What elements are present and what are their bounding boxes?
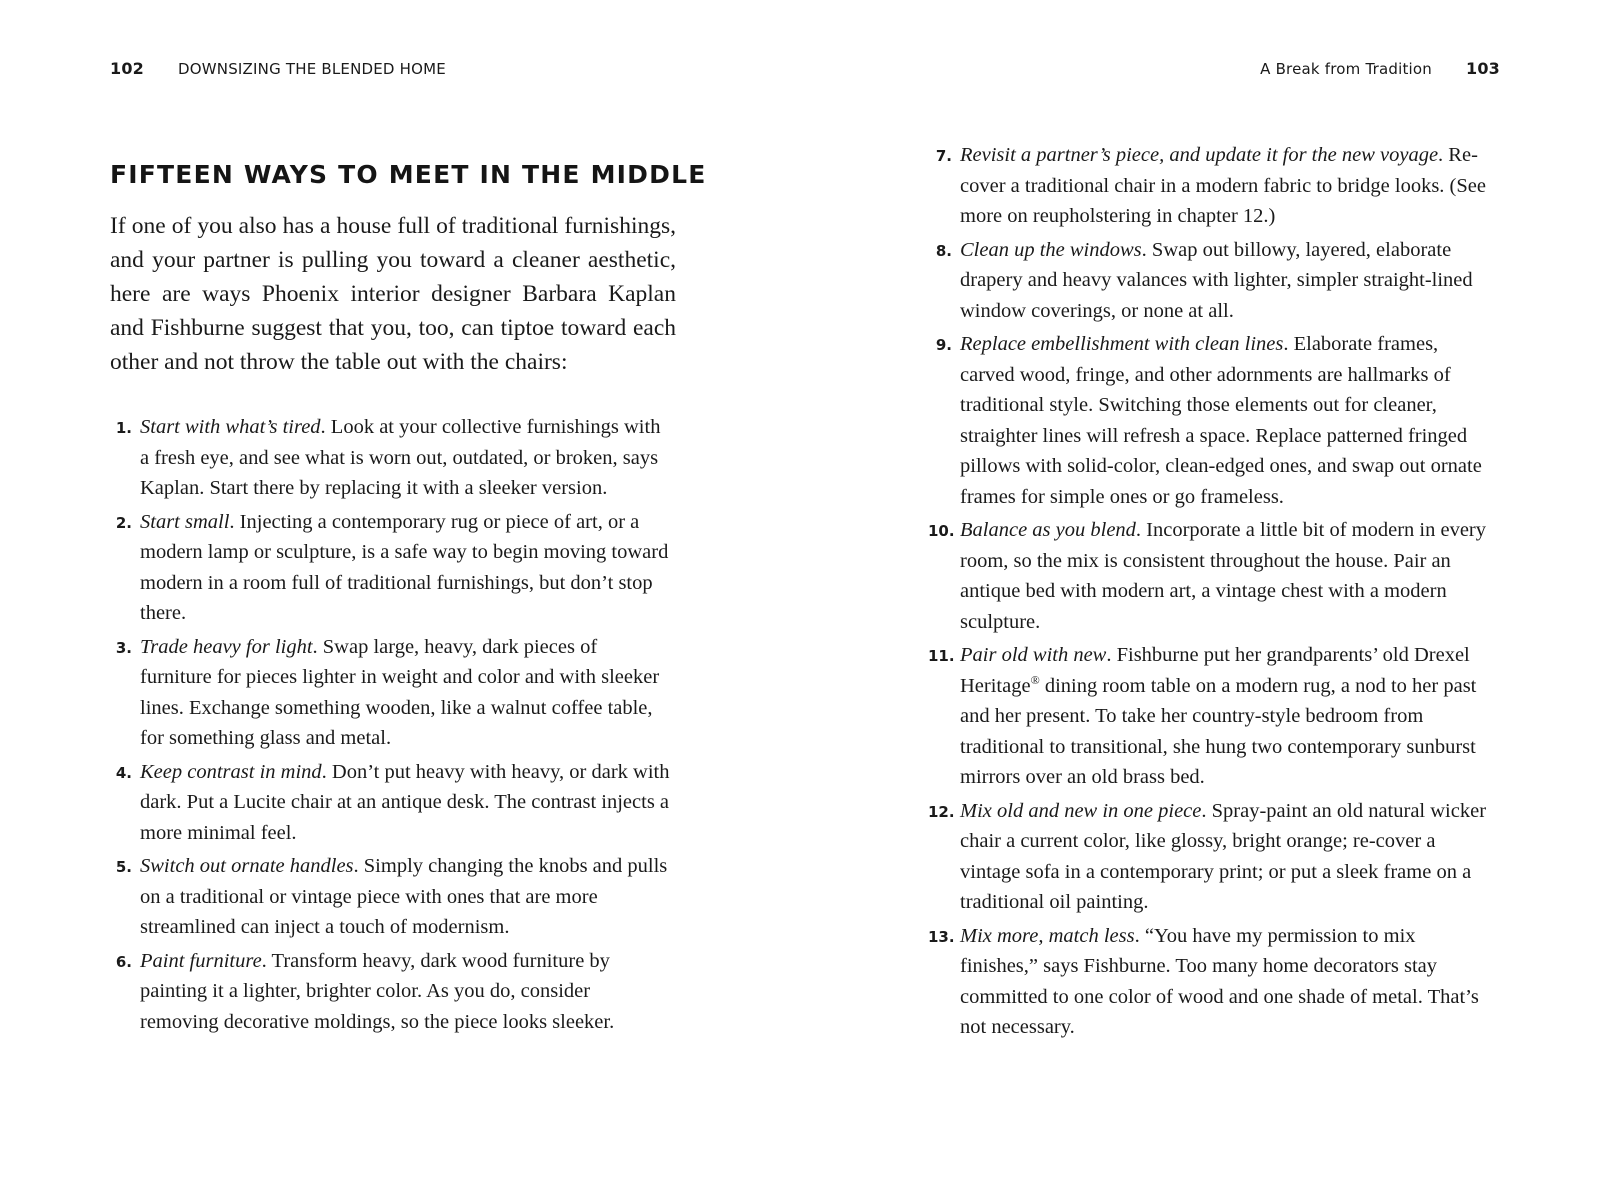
item-body: . Look at your collective furnishings with a fresh eye, and see what is worn out, outdated, or broken, says Kaplan. Start there by replacing it with a sleeker version.: [140, 416, 661, 499]
intro-paragraph: If one of you also has a house full of traditional furnishings, and your partner is pulling you toward a cleaner aesthetic, here are ways Phoenix interior designer Barbara Kaplan and Fishburne suggest that you, too, can tiptoe toward each other and not throw the table out with the chairs:: [110, 213, 676, 375]
item-body: . Don’t put heavy with heavy, or dark with dark. Put a Lucite chair at an antique desk. The contrast injects a more minimal feel.: [140, 760, 670, 844]
list-item: [928, 640, 1488, 793]
item-body: . Elaborate frames, carved wood, fringe, and other adornments are hallmarks of traditional style. Switching those elements out for cleaner, straighter lines will refresh a space. Replace patterned fringed pillows with solid-color, clean-edged ones, and swap out ornate frames for simple ones or go frameless.: [960, 333, 1482, 508]
item-number: 4.: [115, 763, 132, 782]
tips-list-right: [928, 140, 1488, 1046]
item-body: . Spray-paint an old natural wicker chair a current color, like glossy, bright orange; re-cover a vintage sofa in a contemporary print; or put a sleek frame on a traditional oil painting.: [960, 799, 1487, 913]
list-item: [110, 507, 670, 629]
right-page: [800, 0, 1600, 1200]
item-body: . Re-cover a traditional chair in a modern fabric to bridge looks. (See more on reupholstering in chapter 12.): [960, 144, 1486, 227]
item-lead: Trade heavy for light: [140, 635, 313, 658]
item-number: 5.: [115, 858, 132, 876]
item-lead: Start with what’s tired: [140, 416, 321, 438]
item-body-continued: dining room table on a modern rug, a nod to her past and her present. To take her country-style bedroom from traditional to transitional, she hung two contemporary sunburst mirrors over an old brass bed.: [960, 674, 1477, 788]
list-item: [928, 329, 1488, 512]
running-head-right: [1260, 59, 1500, 78]
list-item: [928, 140, 1488, 232]
item-number: 7.: [935, 147, 952, 165]
section-heading: FIFTEEN WAYS TO MEET IN THE MIDDLE: [110, 160, 707, 189]
item-lead: Paint furniture: [140, 949, 262, 972]
item-number: 6.: [115, 952, 132, 971]
item-lead: Balance as you blend: [960, 519, 1136, 541]
item-number: 9.: [935, 336, 952, 354]
item-body: . Swap large, heavy, dark pieces of furniture for pieces lighter in weight and color and with sleeker lines. Exchange something wooden, like a walnut coffee table, for something glass and metal.: [140, 635, 660, 749]
item-number: 2.: [115, 513, 132, 532]
item-number: 11.: [928, 647, 955, 665]
item-number: 3.: [115, 638, 132, 657]
running-head-left: [110, 59, 446, 78]
list-item: [110, 412, 670, 504]
item-number: 1.: [115, 419, 132, 437]
item-lead: Pair old with new: [960, 644, 1107, 666]
list-item: [928, 796, 1488, 918]
registered-mark: ®: [1030, 672, 1040, 687]
list-item: [928, 921, 1488, 1043]
list-item: [110, 757, 670, 849]
item-number: 12.: [928, 802, 955, 821]
page-number-right: 103: [1466, 59, 1500, 78]
item-number: 10.: [928, 522, 955, 540]
list-item: [928, 235, 1488, 327]
item-lead: Clean up the windows: [960, 238, 1142, 261]
item-number: 13.: [928, 927, 955, 946]
item-lead: Replace embellishment with clean lines: [960, 333, 1284, 355]
chapter-title-running-head: A Break from Tradition: [1260, 60, 1432, 78]
item-lead: Mix more, match less: [960, 924, 1135, 947]
list-item: [110, 632, 670, 754]
item-number: 8.: [935, 241, 952, 260]
item-body: . Injecting a contemporary rug or piece of art, or a modern lamp or sculpture, is a safe way to begin moving toward modern in a room full of traditional furnishings, but don’t stop there.: [140, 510, 669, 624]
item-lead: Keep contrast in mind: [140, 760, 322, 783]
page-number-left: 102: [110, 59, 144, 78]
list-item: [110, 946, 670, 1038]
item-body: . Swap out billowy, layered, elaborate drapery and heavy valances with lighter, simpler straight-lined window coverings, or none at all.: [960, 238, 1473, 322]
list-item: [110, 851, 670, 943]
item-body: . Transform heavy, dark wood furniture by painting it a lighter, brighter color. As you do, consider removing decorative moldings, so the piece looks sleeker.: [140, 949, 615, 1033]
item-lead: Revisit a partner’s piece, and update it for the new voyage: [960, 144, 1439, 166]
item-lead: Switch out ornate handles: [140, 855, 354, 877]
item-body: . “You have my permission to mix finishes,” says Fishburne. Too many home decorators stay committed to one color of wood and one shade of metal. That’s not necessary.: [960, 924, 1479, 1038]
item-lead: Start small: [140, 510, 230, 533]
item-body: . Incorporate a little bit of modern in every room, so the mix is consistent throughout the house. Pair an antique bed with modern art, a vintage chest with a modern sculpture.: [960, 519, 1487, 633]
item-body: . Simply changing the knobs and pulls on a traditional or vintage piece with ones that are more streamlined can inject a touch of modernism.: [140, 855, 668, 938]
item-lead: Mix old and new in one piece: [960, 799, 1202, 822]
book-title-running-head: DOWNSIZING THE BLENDED HOME: [178, 60, 446, 78]
item-body: . Fishburne put her grandparents’ old Drexel Heritage: [960, 644, 1470, 697]
tips-list-left: [110, 412, 670, 1040]
list-item: [928, 515, 1488, 637]
